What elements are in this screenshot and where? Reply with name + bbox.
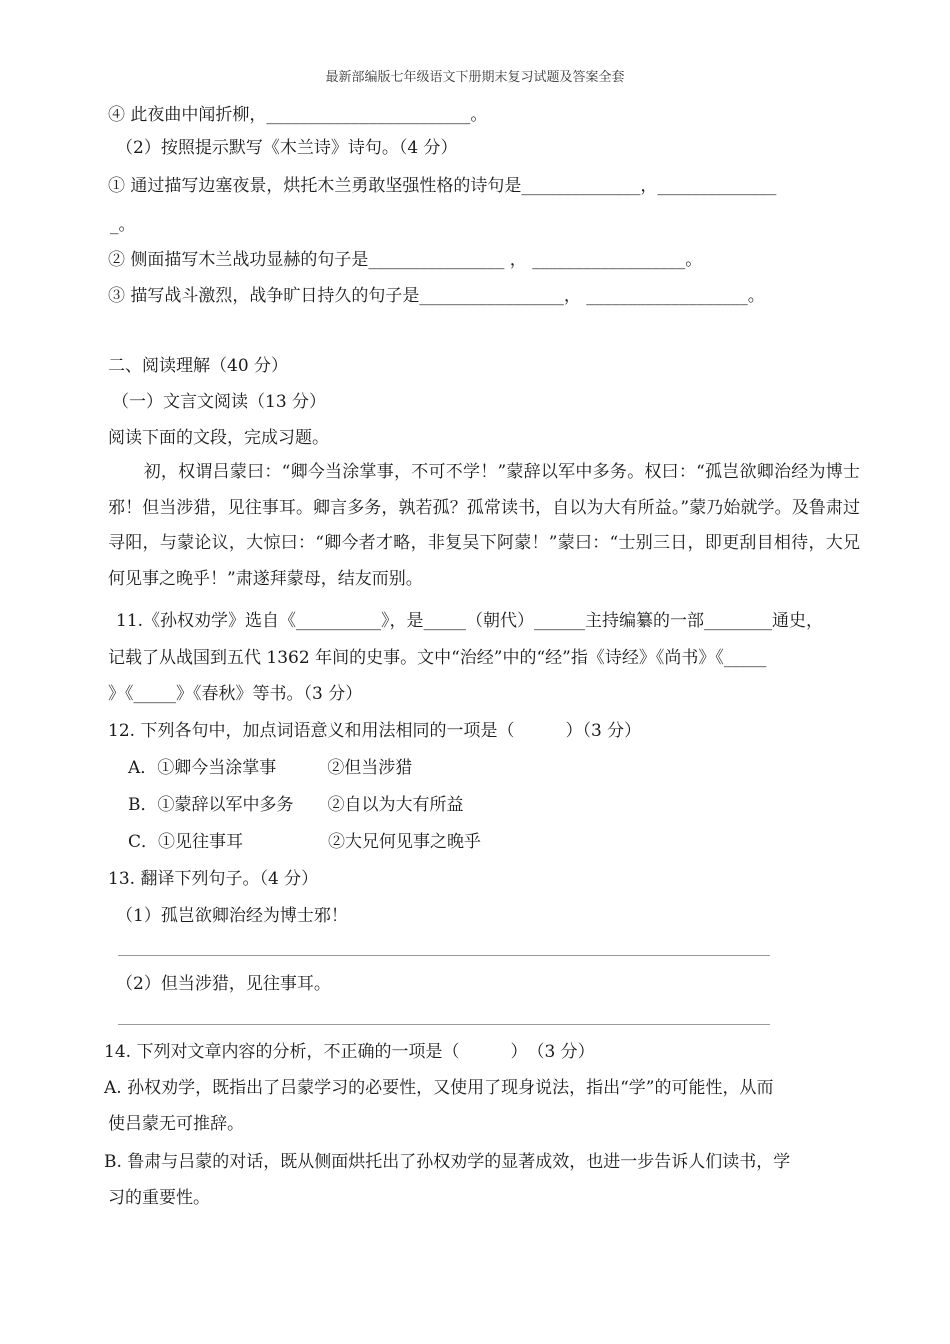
- question-11-line-1: 11.《孙权劝学》选自《__________》，是_____（朝代）______主持编纂的一部________通史，: [116, 611, 824, 631]
- mulan-item-2: ② 侧面描写木兰战功显赫的句子是________________ ， __________________。: [108, 250, 703, 270]
- mulan-item-1: ① 通过描写边塞夜景，烘托木兰勇敢坚强性格的诗句是______________，______________: [108, 176, 777, 196]
- answer-line-1[interactable]: [118, 955, 770, 956]
- question-13-item-2: （2）但当涉猎，见往事耳。: [116, 974, 331, 994]
- page-header: 最新部编版七年级语文下册期末复习试题及答案全套: [325, 70, 625, 85]
- question-13-item-1: （1）孤岂欲卿治经为博士邪！: [116, 906, 348, 926]
- subsection-title: （一）文言文阅读（13 分）: [112, 392, 327, 412]
- question-11-line-2: 记载了从战国到五代 1362 年间的史事。文中“治经”中的“经”指《诗经》《尚书》《_____: [108, 648, 767, 668]
- question-mulan-heading: （2）按照提示默写《木兰诗》诗句。（4 分）: [116, 138, 458, 158]
- question-11-line-3: 》《_____》《春秋》等书。（3 分）: [108, 684, 363, 704]
- question-14-option-a-cont: 使吕蒙无可推辞。: [108, 1114, 244, 1134]
- poem-line-4: ④ 此夜曲中闻折柳，________________________。: [108, 105, 488, 125]
- classical-passage: 初，权谓吕蒙曰：“卿今当涂掌事，不可不学！”蒙辞以军中多务。权曰：“孤岂欲卿治经为博士邪！但当涉猎，见往事耳。卿言多务，孰若孤？孤常读书，自以为大有所益。”蒙乃始就学。及鲁肃过寻阳，与蒙论议，大惊曰：“卿今者才略，非复吴下阿蒙！”蒙曰：“士别三日，即更刮目相待，大兄何见事之晚乎！”肃遂拜蒙母，结友而别。: [108, 462, 860, 589]
- mulan-item-3: ③ 描写战斗激烈，战争旷日持久的句子是_________________， ___________________。: [108, 286, 765, 306]
- question-14: 14. 下列对文章内容的分析，不正确的一项是（ ） （3 分）: [104, 1042, 595, 1062]
- question-13: 13. 翻译下列句子。（4 分）: [108, 869, 319, 889]
- question-14-option-a: A. 孙权劝学，既指出了吕蒙学习的必要性，又使用了现身说法，指出“学”的可能性，从而: [104, 1078, 774, 1098]
- question-14-option-b: B. 鲁肃与吕蒙的对话，既从侧面烘托出了孙权劝学的显著成效，也进一步告诉人们读书，学: [104, 1152, 791, 1172]
- reading-instruction: 阅读下面的文段，完成习题。: [108, 428, 329, 448]
- mulan-item-1-cont: _。: [110, 215, 136, 235]
- question-12-option-b: B．①蒙辞以军中多务 ②自以为大有所益: [128, 795, 464, 815]
- question-14-option-b-cont: 习的重要性。: [108, 1188, 210, 1208]
- answer-line-2[interactable]: [118, 1024, 770, 1025]
- question-12-option-a: A．①卿今当涂掌事 ②但当涉猎: [128, 758, 413, 778]
- section-title: 二、阅读理解（40 分）: [108, 356, 289, 376]
- question-12-option-c: C．①见往事耳 ②大兄何见事之晚乎: [128, 832, 482, 852]
- question-12: 12. 下列各句中，加点词语意义和用法相同的一项是（ ）（3 分）: [108, 721, 642, 741]
